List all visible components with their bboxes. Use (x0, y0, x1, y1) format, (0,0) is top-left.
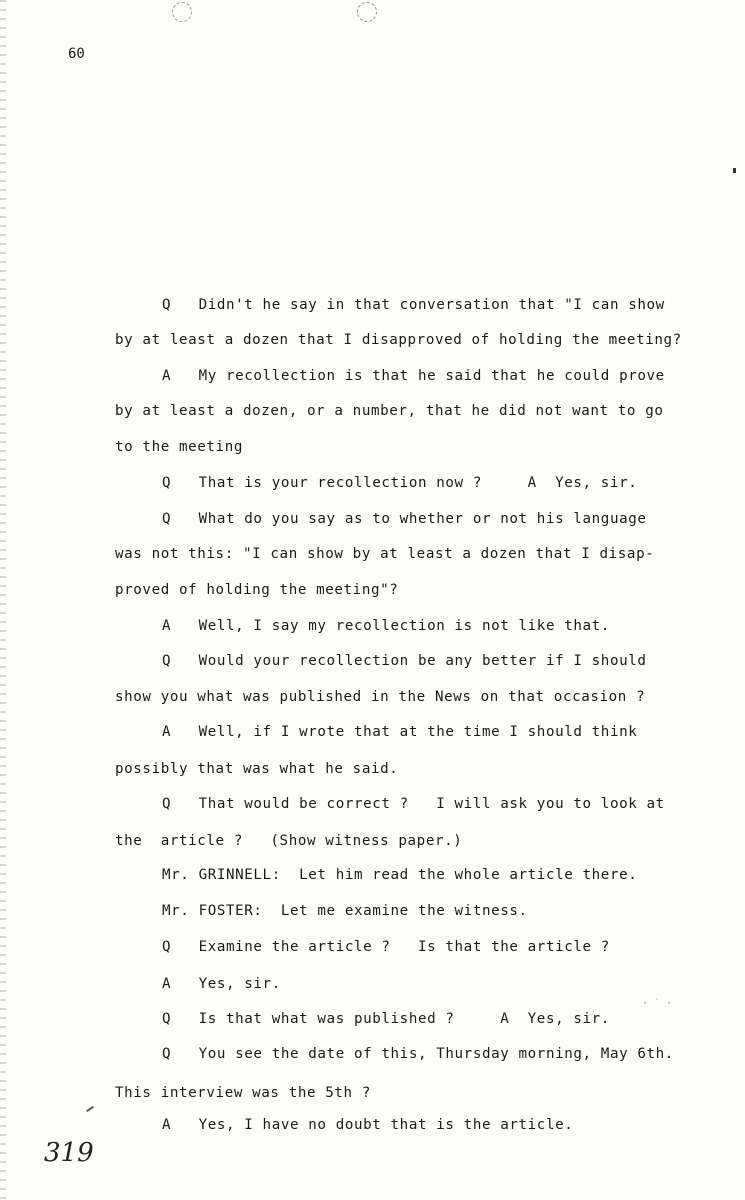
transcript-line: Q That would be correct ? I will ask you to look at (162, 796, 665, 812)
transcript-line: A Yes, I have no doubt that is the article. (162, 1117, 574, 1133)
binding-hole-right (357, 2, 377, 22)
paper-specks: · ˙ · (642, 998, 673, 1009)
page-number: 60 (68, 46, 85, 62)
transcript-line: A Yes, sir. (162, 976, 281, 992)
page-edge-shading (0, 0, 6, 1200)
transcript-line: to the meeting (115, 439, 243, 455)
transcript-line: show you what was published in the News on that occasion ? (115, 689, 646, 705)
transcript-line: Q Didn't he say in that conversation that "I can show (162, 297, 665, 313)
transcript-line: by at least a dozen, or a number, that he did not want to go (115, 403, 664, 419)
transcript-line: A My recollection is that he said that he could prove (162, 368, 665, 384)
transcript-line: Q Examine the article ? Is that the article ? (162, 939, 610, 955)
transcript-line: Mr. GRINNELL: Let him read the whole article there. (162, 867, 638, 883)
transcript-line: possibly that was what he said. (115, 761, 399, 777)
handwritten-folio-number: 319 (44, 1138, 94, 1168)
transcript-line: the article ? (Show witness paper.) (115, 833, 463, 849)
transcript-line: Mr. FOSTER: Let me examine the witness. (162, 903, 528, 919)
transcript-line: proved of holding the meeting"? (115, 582, 399, 598)
binding-hole-left (172, 2, 192, 22)
transcript-line: Q Would your recollection be any better if I should (162, 653, 647, 669)
transcript-line: Q Is that what was published ? A Yes, sir. (162, 1011, 610, 1027)
transcript-line: Q You see the date of this, Thursday morning, May 6th. (162, 1046, 674, 1062)
transcript-line: A Well, if I wrote that at the time I should think (162, 724, 638, 740)
transcript-line: was not this: "I can show by at least a dozen that I disap- (115, 546, 655, 562)
folio-tick-mark (86, 1106, 94, 1112)
transcript-line: by at least a dozen that I disapproved of holding the meeting? (115, 332, 682, 348)
edge-mark (733, 168, 736, 173)
transcript-line: Q That is your recollection now ? A Yes, sir. (162, 475, 638, 491)
transcript-line: Q What do you say as to whether or not his language (162, 511, 647, 527)
transcript-line: A Well, I say my recollection is not like that. (162, 618, 610, 634)
transcript-line: This interview was the 5th ? (115, 1085, 371, 1101)
